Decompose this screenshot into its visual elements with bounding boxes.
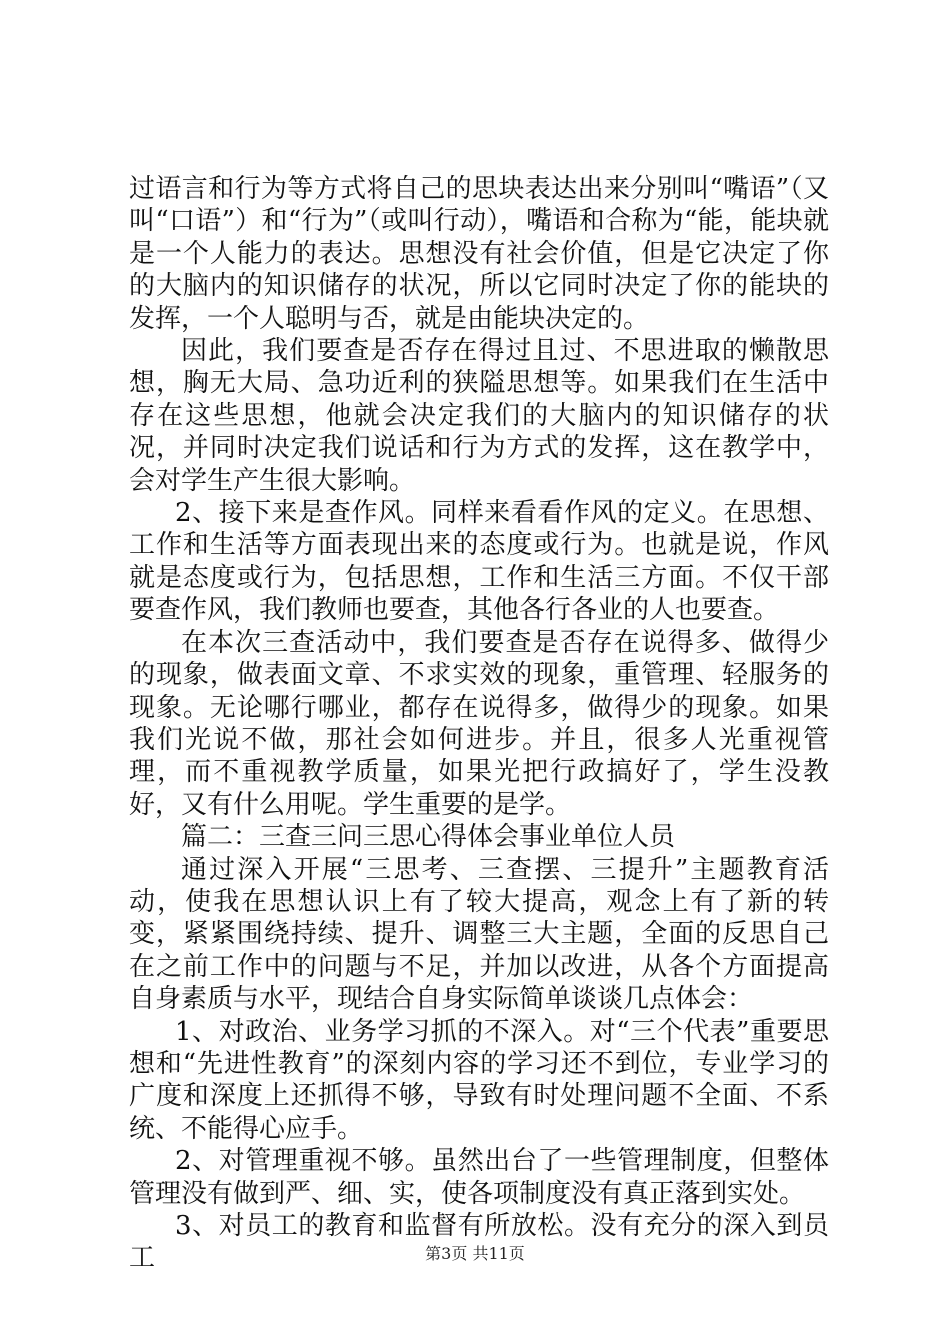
paragraph-point-three: 3、对员工的教育和监督有所放松。没有充分的深入到员工: [129, 1211, 829, 1274]
paragraph-point-two: 2、对管理重视不够。虽然出台了一些管理制度，但整体管理没有做到严、细、实，使各项制度没有真正落到实处。: [129, 1146, 829, 1209]
paragraph-style-check: 2、接下来是查作风。同样来看看作风的定义。在思想、工作和生活等方面表现出来的态度或行为。也就是说，作风就是态度或行为，包括思想，工作和生活三方面。不仅干部要查作风，我们教师也要查，其他各行各业的人也要查。: [129, 498, 829, 626]
paragraph-education-activity: 通过深入开展“三思考、三查摆、三提升”主题教育活动，使我在思想认识上有了较大提高，观念上有了新的转变，紧紧围绕持续、提升、调整三大主题，全面的反思自己在之前工作中的问题与不足，并加以改进，从各个方面提高自身素质与水平，现结合自身实际简单谈谈几点体会：: [129, 854, 829, 1015]
section-heading-part-two: 篇二：三查三问三思心得体会事业单位人员: [181, 822, 676, 853]
page-number-footer: 第3页 共11页: [425, 1244, 525, 1263]
paragraph-continuation: 过语言和行为等方式将自己的思块表达出来分别叫“嘴语”（又叫“口语”）和“行为”（或叫行动），嘴语和合称为“能，能块就是一个人能力的表达。思想没有社会价值，但是它决定了你的大脑内的知识储存的状况，所以它同时决定了你的能块的发挥，一个人聪明与否，就是由能块决定的。: [129, 174, 829, 334]
paragraph-ideology-check: 因此，我们要查是否存在得过且过、不思进取的懒散思想，胸无大局、急功近利的狭隘思想等。如果我们在生活中存在这些思想，他就会决定我们的大脑内的知识储存的状况，并同时决定我们说话和行为方式的发挥，这在教学中，会对学生产生很大影响。: [129, 336, 829, 496]
paragraph-three-checks-activity: 在本次三查活动中，我们要查是否存在说得多、做得少的现象，做表面文章、不求实效的现象，重管理、轻服务的现象。无论哪行哪业，都存在说得多，做得少的现象。如果我们光说不做，那社会如何进步。并且，很多人光重视管理，而不重视教学质量，如果光把行政搞好了，学生没教好，又有什么用呢。学生重要的是学。: [129, 627, 829, 820]
paragraph-point-one: 1、对政治、业务学习抓的不深入。对“三个代表”重要思想和“先进性教育”的深刻内容的学习还不到位，专业学习的广度和深度上还抓得不够，导致有时处理问题不全面、不系统、不能得心应手。: [129, 1016, 829, 1144]
document-body: [129, 173, 829, 1275]
